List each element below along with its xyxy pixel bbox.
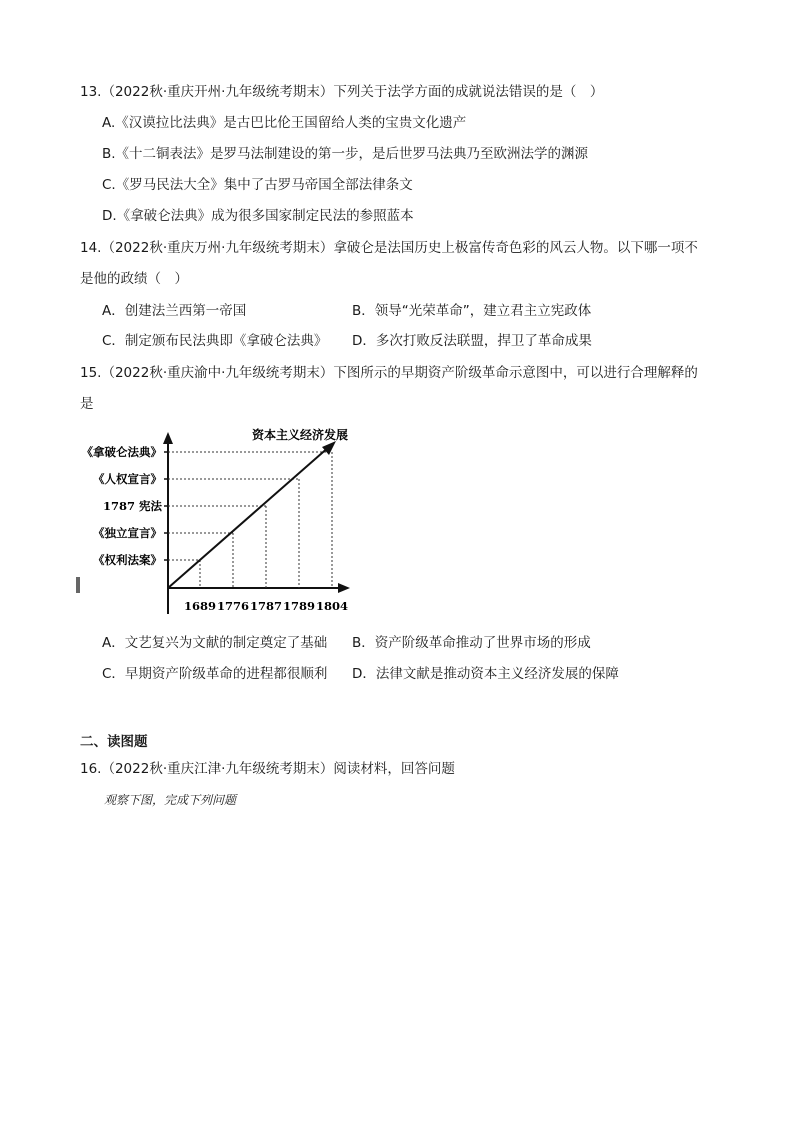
q13-option-c: C.《罗马民法大全》集中了古罗马帝国全部法律条文 bbox=[102, 177, 413, 193]
q15-stem-line1: 15.（2022秋·重庆渝中·九年级统考期末）下图所示的早期资产阶级革命示意图中，可以进行合理解释的 bbox=[80, 365, 698, 381]
y-tick-label: 《权利法案》 bbox=[93, 553, 162, 567]
q13-option-d: D.《拿破仑法典》成为很多国家制定民法的参照蓝本 bbox=[102, 208, 414, 224]
q13-option-b: B.《十二铜表法》是罗马法制建设的第一步，是后世罗马法典乃至欧洲法学的渊源 bbox=[102, 146, 589, 162]
chart-title: 资本主义经济发展 bbox=[251, 428, 349, 442]
trend-arrow bbox=[322, 441, 336, 455]
y-axis-arrow bbox=[163, 432, 173, 444]
q15-option-d: D．法律文献是推动资本主义经济发展的保障 bbox=[352, 666, 619, 682]
x-axis-arrow bbox=[338, 583, 350, 593]
q14-option-b: B．领导“光荣革命”，建立君主立宪政体 bbox=[352, 303, 592, 319]
y-tick-label: 《人权宣言》 bbox=[93, 472, 162, 486]
q14-option-c: C．制定颁布民法典即《拿破仑法典》 bbox=[102, 333, 328, 349]
y-tick-label: 《拿破仑法典》 bbox=[81, 445, 162, 459]
y-tick-label: 《独立宣言》 bbox=[93, 526, 162, 540]
economic-development-chart bbox=[72, 424, 372, 624]
q16-stem: 16.（2022秋·重庆江津·九年级统考期末）阅读材料，回答问题 bbox=[80, 761, 455, 777]
trend-line bbox=[168, 446, 330, 588]
q14-stem-line1: 14.（2022秋·重庆万州·九年级统考期末）拿破仑是法国历史上极富传奇色彩的风云人物。以下哪一项不 bbox=[80, 240, 698, 256]
x-tick-label: 1789 bbox=[282, 599, 316, 613]
scan-mark bbox=[76, 577, 80, 593]
section-heading: 二、读图题 bbox=[80, 734, 148, 750]
x-tick-label: 1804 bbox=[315, 599, 349, 613]
q15-stem-line2: 是 bbox=[80, 396, 94, 412]
x-tick-label: 1787 bbox=[249, 599, 283, 613]
q16-material-caption: 观察下图，完成下列问题 bbox=[104, 793, 237, 807]
q13-option-a: A.《汉谟拉比法典》是古巴比伦王国留给人类的宝贵文化遗产 bbox=[102, 115, 467, 131]
y-tick-label: 1787 宪法 bbox=[102, 499, 162, 513]
x-tick-label: 1689 bbox=[183, 599, 217, 613]
q14-option-a: A．创建法兰西第一帝国 bbox=[102, 303, 247, 319]
q14-option-d: D．多次打败反法联盟，捍卫了革命成果 bbox=[352, 333, 592, 349]
q15-option-c: C．早期资产阶级革命的进程都很顺利 bbox=[102, 666, 328, 682]
q15-option-b: B．资产阶级革命推动了世界市场的形成 bbox=[352, 635, 591, 651]
q15-option-a: A．文艺复兴为文献的制定奠定了基础 bbox=[102, 635, 328, 651]
q13-stem: 13.（2022秋·重庆开州·九年级统考期末）下列关于法学方面的成就说法错误的是（ ） bbox=[80, 84, 604, 100]
x-tick-label: 1776 bbox=[216, 599, 250, 613]
q14-stem-line2: 是他的政绩（ ） bbox=[80, 271, 188, 287]
